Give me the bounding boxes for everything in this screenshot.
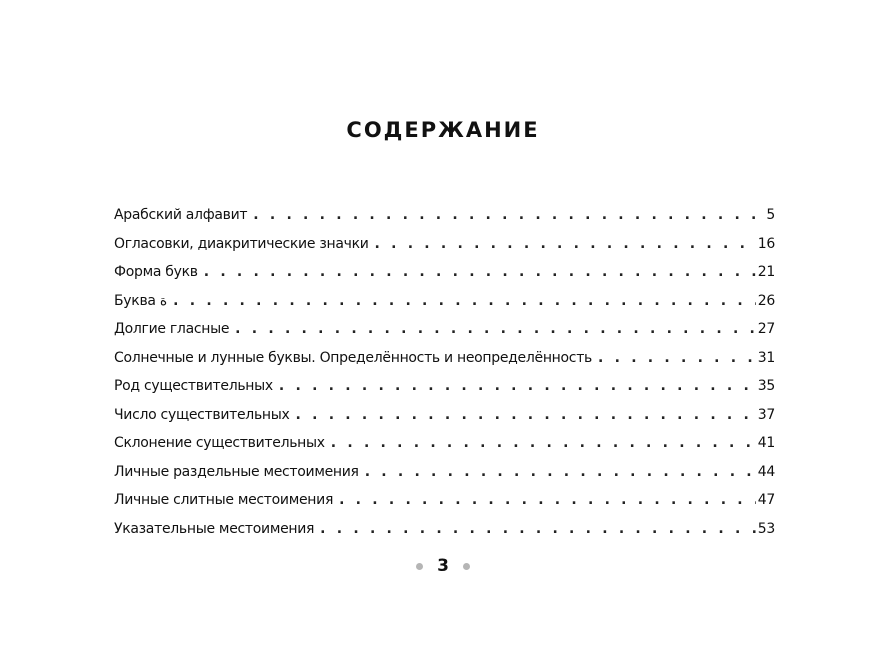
toc-entry-title: Личные слитные местоимения [114,492,334,508]
toc-entry-title: Личные раздельные местоимения [114,463,359,480]
dot-leader [320,515,756,543]
dot-leader [331,429,756,457]
dot-leader [173,287,756,315]
page-number: 3 [437,556,449,576]
toc-entry[interactable] [114,287,775,316]
toc-entry-title: Солнечные и лунные буквы. Определённость и неопределённость [114,349,593,366]
toc-entry-title: Форма букв [114,264,198,280]
dot-leader [365,458,756,486]
toc-entry-page: 53 [757,520,775,537]
bullet-icon [416,563,423,570]
dot-leader [279,372,756,400]
toc-entry-title: Огласовки, диакритические значки [114,235,369,252]
dot-leader [375,230,756,258]
toc-entry-page: 37 [757,406,775,423]
toc-entry-page: 35 [757,378,775,394]
toc-entry-page: 41 [757,435,775,451]
dot-leader [235,315,756,343]
toc-entry[interactable] [114,401,775,430]
dot-leader [204,258,756,286]
page-footer [0,554,886,578]
toc-entry[interactable] [114,515,775,544]
toc-entry[interactable] [114,230,775,259]
bullet-icon [463,563,470,570]
toc-entry[interactable] [114,344,775,373]
toc-entry[interactable] [114,372,775,401]
dot-leader [598,344,756,372]
dot-leader [339,486,756,514]
page-title: СОДЕРЖАНИЕ [346,118,540,142]
toc-entry-page: 31 [757,349,775,366]
toc-entry-page: 26 [757,292,775,309]
toc-entry-title: Долгие гласные [114,321,230,337]
toc-entry-page: 27 [757,321,775,337]
toc-entry-page: 21 [757,264,775,280]
toc-entry[interactable] [114,486,775,515]
toc-entry[interactable] [114,201,775,230]
toc-entry-title: Указательные местоимения [114,520,315,537]
toc-entry[interactable] [114,315,775,344]
table-of-contents [114,201,775,543]
toc-entry[interactable] [114,258,775,287]
toc-entry[interactable] [114,429,775,458]
toc-entry-page: 44 [757,463,775,480]
toc-entry[interactable] [114,458,775,487]
toc-entry-title: Род существительных [114,378,273,394]
dot-leader [296,401,756,429]
toc-entry-page: 5 [766,207,775,223]
toc-entry-title: Буква ة [114,292,168,309]
toc-entry-title: Число существительных [114,406,290,423]
toc-entry-title: Арабский алфавит [114,207,248,223]
toc-entry-title: Склонение существительных [114,435,325,451]
toc-entry-page: 47 [757,492,775,508]
toc-entry-page: 16 [757,235,775,252]
dot-leader [253,201,764,229]
